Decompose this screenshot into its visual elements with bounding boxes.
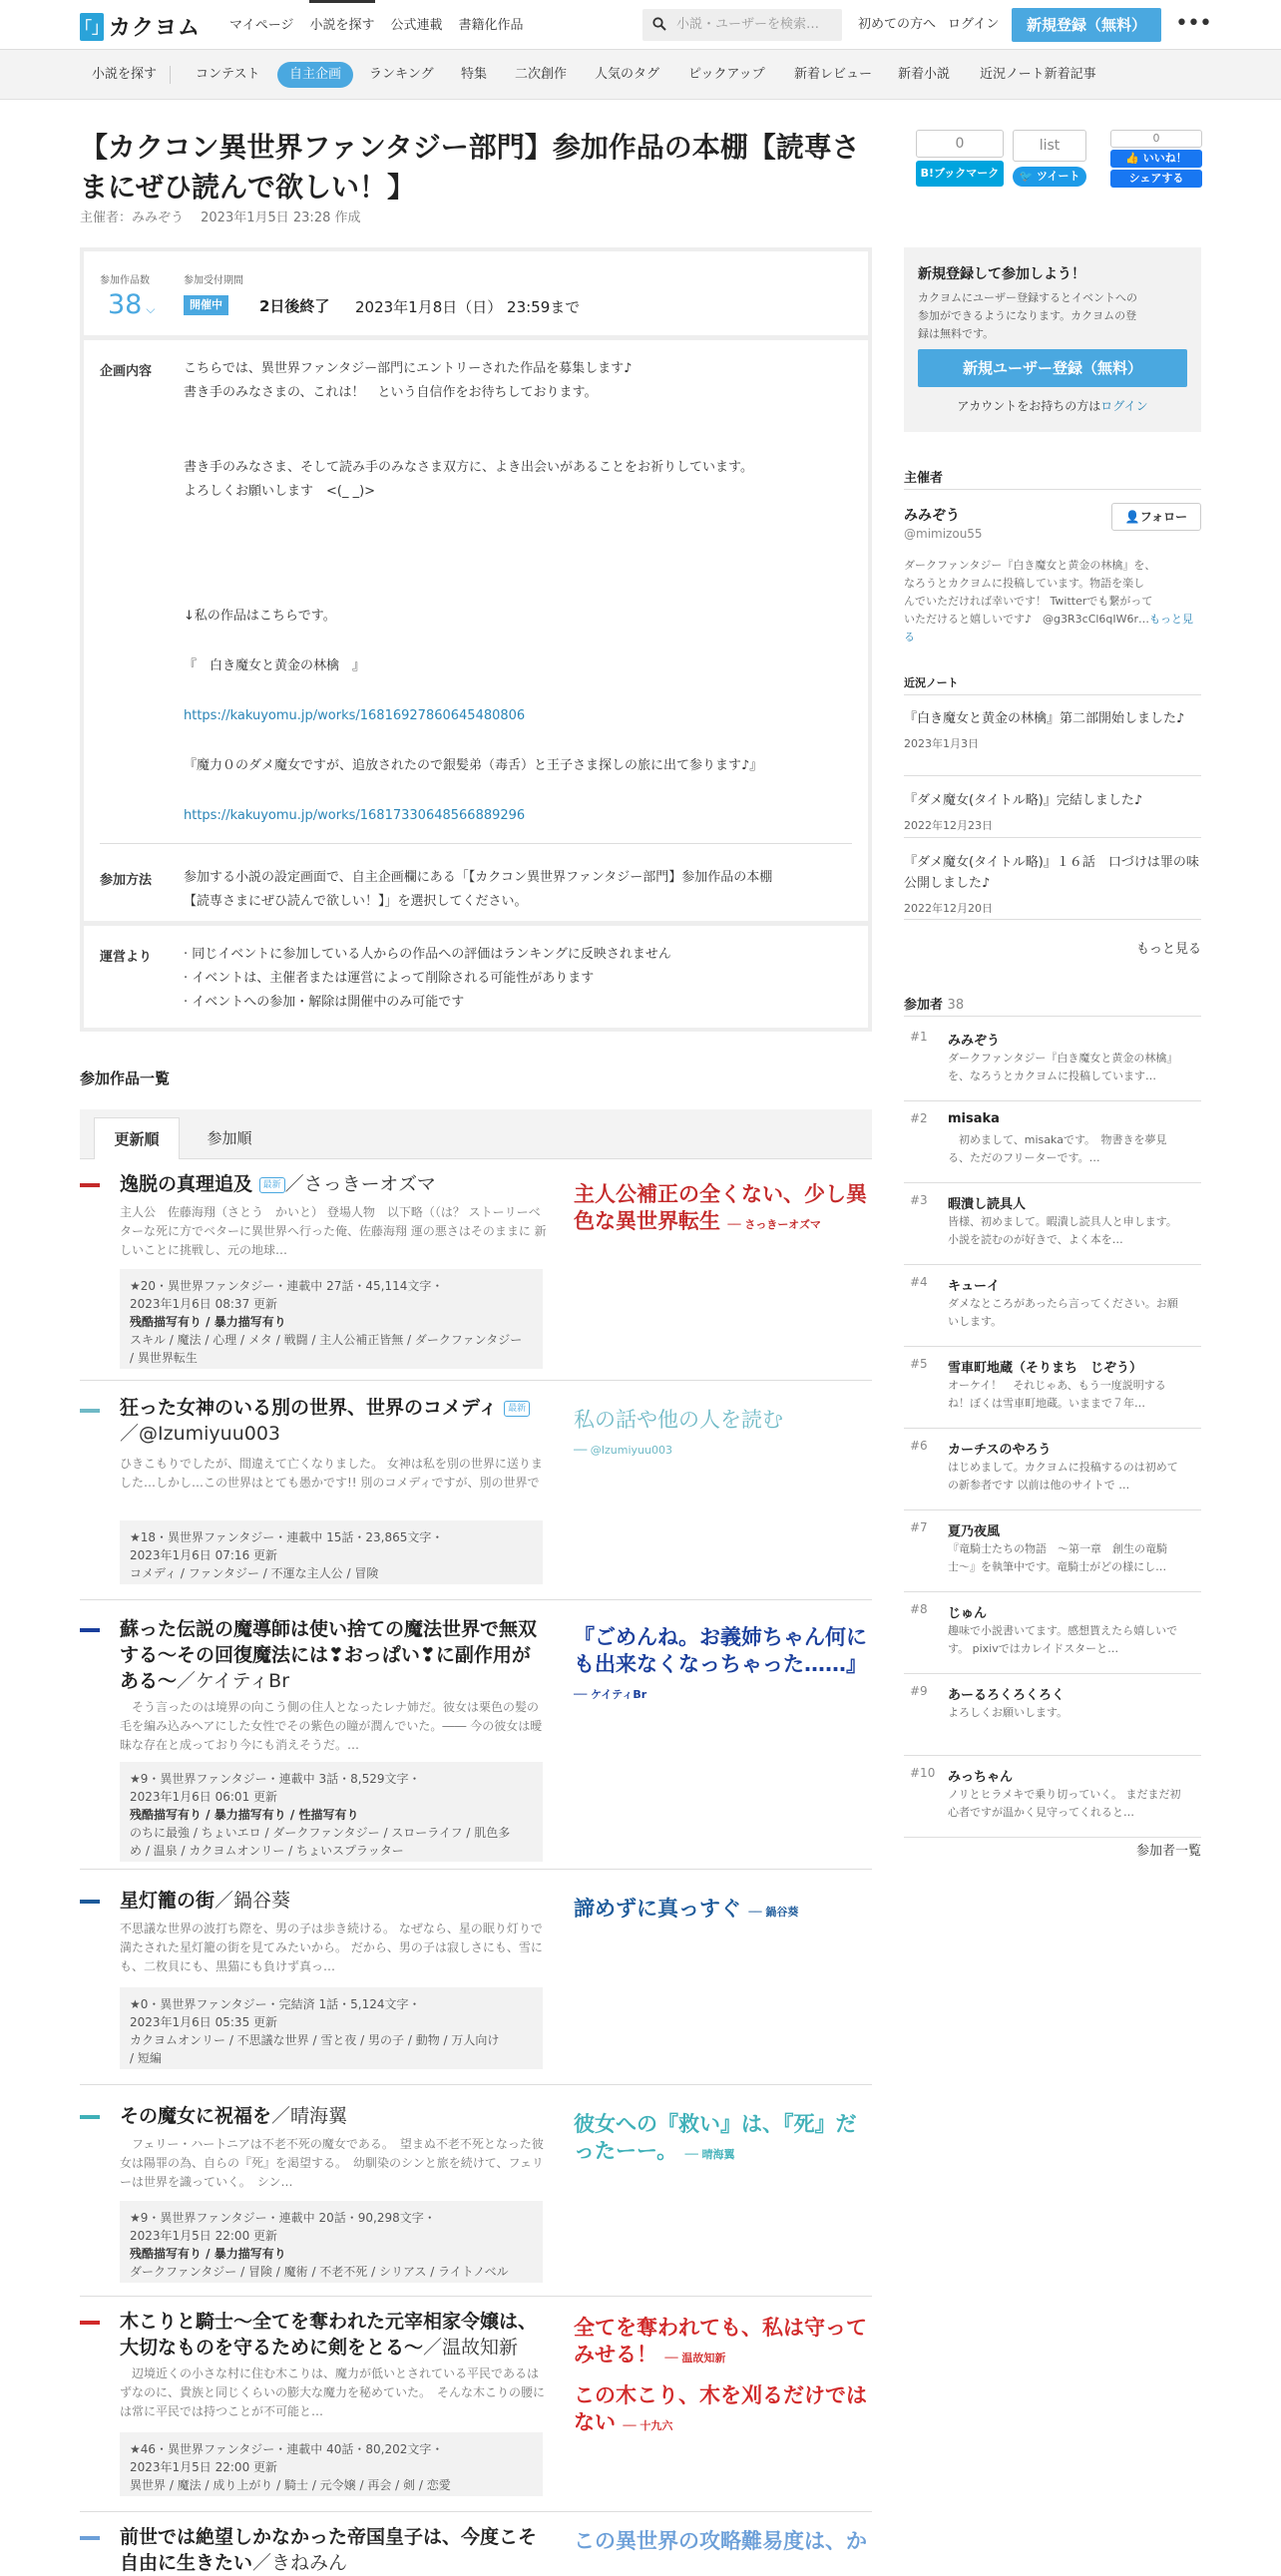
participant-description: 趣味で小説書いてます。感想貰えたら嬉しいで す。 pixivではカレイドスターと…	[948, 1624, 1178, 1655]
work-author[interactable]: ／晴海翼	[271, 2105, 348, 2127]
hatena-bookmark[interactable]	[916, 130, 1004, 187]
nav-search-novels[interactable]: 小説を探す	[309, 0, 374, 50]
content-warning: 残酷描写有り / 暴力描写有り	[130, 1315, 286, 1329]
logo-bracket-icon: 「」	[80, 13, 104, 41]
work-tags: 異世界 / 魔法 / 成り上がり / 騎士 / 元令嬢 / 再会 / 剣 / 恋愛	[130, 2478, 451, 2492]
participant-description: ノリとヒラメキで乗り切っていく。 まだまだ初 心者ですが温かく見守ってくれると…	[948, 1788, 1181, 1819]
participant-description: オーケイ！ それじゃあ、もう一度説明する ね！ぼくは雪車町地蔵。いままで７年…	[948, 1379, 1166, 1410]
work-info: ★20・異世界ファンタジー・連載中 27話・45,114文字・ 2023年1月6日 08:37 更新 残酷描写有り / 暴力描写有り スキル / 魔法 / 心理 / メタ / 戦闘 / 主人公補正皆無 / ダークファンタジー / 異世界転生	[120, 1269, 543, 1369]
participant-item[interactable]	[904, 1357, 1201, 1429]
notes-item: · 同じイベントに参加している人からの作品への評価はランキングに反映されません	[184, 947, 671, 962]
like-count: 0	[1110, 130, 1202, 148]
works-heading: 参加作品一覧	[80, 1070, 171, 1087]
divider	[904, 694, 1201, 695]
participant-item[interactable]	[904, 1520, 1201, 1592]
global-header	[0, 0, 1281, 50]
work-color-bar	[80, 1628, 100, 1632]
work-title[interactable]: 木こりと騎士〜全てを奪われた元宰相家令嬢は、大切なものを守るために剣をとる〜／温故知新	[120, 2311, 538, 2359]
work-info: ★46・異世界ファンタジー・連載中 40話・80,202文字・ 2023年1月5日 22:00 更新 異世界 / 魔法 / 成り上がり / 騎士 / 元令嬢 / 再会 / 剣 / 恋愛	[120, 2432, 543, 2496]
fb-share-button[interactable]: シェアする	[1110, 170, 1202, 188]
nav-books[interactable]: 書籍化作品	[458, 18, 524, 33]
participant-description: ダークファンタジー『白き魔女と黄金の林檎』 を、なろうとカクヨムに投稿しています…	[948, 1052, 1178, 1082]
subnav-new-novels[interactable]: 新着小説	[898, 67, 951, 82]
participant-rank: #3	[910, 1193, 928, 1207]
work-info: ★9・異世界ファンタジー・連載中 3話・8,529文字・ 2023年1月6日 06:01 更新 残酷描写有り / 暴力描写有り / 性描写有り のちに最強 / ちょいエロ / ダークファンタジー / スローライフ / 肌色多 め / 温泉 / カクヨムオンリー / ちょいスプラッター	[120, 1762, 543, 1862]
signup-button[interactable]: 新規ユーザー登録（無料）	[918, 349, 1187, 387]
participant-item[interactable]	[904, 1439, 1201, 1510]
sidebar-login-link[interactable]: ログイン	[1100, 399, 1148, 413]
work-info: ★9・異世界ファンタジー・連載中 20話・90,298文字・ 2023年1月5日 22:00 更新 残酷描写有り / 暴力描写有り ダークファンタジー / 冒険 / 魔術 / 不老不死 / シリアス / ライトノベル	[120, 2201, 543, 2283]
participant-item[interactable]	[904, 1193, 1201, 1265]
participant-description: 皆様、初めまして。暇潰し読具人と申します。 小説を読むのが好きで、よく本を…	[948, 1215, 1177, 1246]
nav-official[interactable]: 公式連載	[390, 18, 443, 33]
register-button[interactable]: 新規登録（無料）	[1012, 8, 1161, 42]
tweet-label: ツイート	[1037, 170, 1080, 183]
notes-more-link[interactable]: もっと見る	[1135, 942, 1201, 957]
notes-item: · イベントへの参加・解除は開催中のみ可能です	[184, 995, 465, 1010]
participant-name[interactable]: みっちゃん	[948, 1770, 1014, 1785]
work-info: ★0・異世界ファンタジー・完結済 1話・5,124文字・ 2023年1月6日 05:35 更新 カクヨムオンリー / 不思議な世界 / 雪と夜 / 男の子 / 動物 / 万人向け / 短編	[120, 1987, 543, 2069]
participant-item[interactable]	[904, 1602, 1201, 1674]
work-tags: カクヨムオンリー / 不思議な世界 / 雪と夜 / 男の子 / 動物 / 万人向け	[130, 2033, 500, 2047]
participant-name[interactable]: じゅん	[948, 1606, 988, 1621]
event-summary	[80, 247, 872, 339]
participant-name[interactable]: 雪車町地蔵（そりまち じぞう）	[948, 1361, 1143, 1376]
tweet-button[interactable]: 🐦 ツイート	[1013, 167, 1086, 187]
participant-item[interactable]	[904, 1030, 1201, 1101]
content-line: ↓私の作品はこちらです。	[184, 609, 336, 624]
participant-name[interactable]: misaka	[948, 1111, 1000, 1126]
follow-button[interactable]: 👤フォロー	[1111, 503, 1201, 531]
list-button[interactable]: list	[1013, 130, 1086, 162]
work-author[interactable]: ／鍋谷葵	[214, 1890, 291, 1912]
notes-heading: 近況ノート	[904, 676, 959, 689]
kakuyomu-logo[interactable]	[76, 11, 202, 42]
subnav-fanfic[interactable]: 二次創作	[515, 67, 568, 82]
method-text: 参加する小説の設定画面で、自主企画欄にある「【カクコン異世界ファンタジー部門】参加作品の本棚	[184, 870, 773, 885]
participant-description: 初めまして、misakaです。 物書きを夢見 る、ただのフリーターです。…	[948, 1133, 1167, 1164]
work-title[interactable]: 蘇った伝説の魔導師は使い捨ての魔法世界で無双する〜その回復魔法には❣おっぱい❣に副作用がある〜／ケイティBr	[120, 1618, 538, 1692]
login-link[interactable]: ログイン	[948, 17, 1000, 32]
subnav-divider	[170, 66, 171, 84]
header-nav	[229, 0, 540, 50]
work-description: フェリー・ハートニアは不老不死の魔女である。 望まぬ不老不死となった彼女は陽罪の為、自らの『死』を渇望する。 幼馴染のシンと旅を続けて、フェリーは世界を識っていく。 シン…	[120, 2137, 544, 2189]
content-line: 『 白き魔女と黄金の林檎 』	[184, 658, 366, 673]
entry-count[interactable]	[108, 289, 155, 320]
work-tags: ダークファンタジー / 冒険 / 魔術 / 不老不死 / シリアス / ライトノベル	[130, 2265, 509, 2279]
deadline: 2023年1月8日（日） 23:59まで	[355, 298, 581, 316]
participant-name[interactable]: キューイ	[948, 1279, 1001, 1294]
notes-label: 運営より	[100, 950, 153, 965]
work-color-bar	[80, 1183, 100, 1187]
new-badge: 最新	[504, 1401, 530, 1417]
like-button[interactable]: 👍 いいね！	[1110, 150, 1202, 168]
signup-text: カクヨムにユーザー登録するとイベントへの 参加ができるようになります。カクヨムの登 録は無料です。	[918, 291, 1137, 340]
work-catchphrase[interactable]: 諦めずに真っすぐ ── 鍋谷葵	[574, 1897, 799, 1921]
period-label: 参加受付期間	[184, 275, 243, 286]
work-description: 不思議な世界の波打ち際を、男の子は歩き続ける。 なぜなら、星の眠り灯りで満たされた星灯籠の街を見てみたいから。 だから、男の子は寂しさにも、雪にも、二枚貝にも、黒猫にも負けず真っ…	[120, 1922, 543, 1973]
work-title[interactable]: その魔女に祝福を／晴海翼	[120, 2105, 348, 2127]
participants-more-link[interactable]: 参加者一覧	[1135, 1844, 1201, 1859]
count-label: 参加作品数	[100, 275, 150, 286]
nav-mypage[interactable]: マイページ	[229, 18, 294, 33]
signup-promo	[904, 247, 1201, 432]
work-card[interactable]	[80, 1870, 872, 2085]
work-description: 主人公 佐藤海翔（さとう かいと） 登場人物 以下略（（は？ ストーリーベターな死に方でベターに異世界へ行った俺、佐藤海翔 運の悪さはそのままに 新しいことに挑戦し、元の地球…	[120, 1205, 547, 1257]
participant-name[interactable]: みみぞう	[948, 1034, 1001, 1049]
participant-item[interactable]	[904, 1111, 1201, 1183]
work-title[interactable]: 星灯籠の街／鍋谷葵	[120, 1890, 291, 1912]
work-description: ひきこもりでしたが、間違えて亡くなりました。 女神は私を別の世界に送りました…しかし…この世界はとても愚かです!! 別のコメディですが、別の世界で	[120, 1457, 543, 1490]
participant-name[interactable]: 夏乃夜風	[948, 1524, 1001, 1539]
work-title[interactable]: 前世では絶望しかなかった帝国皇子は、今度こそ自由に生きたい／きねみん	[120, 2526, 538, 2574]
participant-name[interactable]: カーチスのやろう	[948, 1443, 1052, 1458]
content-line: こちらでは、異世界ファンタジー部門にエントリーされた作品を募集します♪	[184, 361, 633, 376]
content-line: 書き手のみなさま、そして読み手のみなさま双方に、よき出会いがあることをお祈りしています。	[184, 460, 753, 475]
divider	[904, 489, 1201, 490]
work-catchphrase[interactable]: 『ごめんね。お義姉ちゃん何にも出来なくなっちゃった……』 ── ケイティBr	[574, 1625, 867, 1701]
work-color-bar	[80, 2115, 100, 2119]
work-color-bar	[80, 1900, 100, 1904]
content-label: 企画内容	[100, 364, 153, 379]
chevron-down-icon: ⌵	[146, 302, 156, 316]
like-label: いいね！	[1142, 152, 1187, 165]
tab-updated[interactable]: 更新順	[94, 1117, 180, 1159]
host-more-link[interactable]: もっと見る	[904, 613, 1194, 644]
search-icon	[652, 17, 666, 31]
participant-item[interactable]	[904, 1766, 1201, 1838]
participant-rank: #6	[910, 1439, 928, 1453]
search-input[interactable]	[642, 9, 842, 41]
event-meta: 主催者：みみぞう 2023年1月5日 23:28 作成	[80, 211, 361, 225]
work-color-bar	[80, 2321, 100, 2325]
status-badge: 開催中	[184, 295, 228, 315]
subnav-feature[interactable]: 特集	[461, 67, 488, 82]
tab-joined[interactable]: 参加順	[207, 1129, 252, 1147]
participant-rank: #2	[910, 1111, 928, 1125]
divider	[100, 843, 852, 844]
host-description: ダークファンタジー『白き魔女と黄金の林檎』を、 なろうとカクヨムに投稿しています。物語を楽し んでいただければ幸いです！ Twitterでも繋がって いただけると嬉しいです♪ @g3R3cCl6qIW6r…もっと見る	[904, 559, 1194, 644]
work-author[interactable]: ／さっきーオズマ	[284, 1173, 436, 1195]
participant-rank: #9	[910, 1684, 928, 1698]
content-line: 『魔力０のダメ魔女ですが、追放されたので銀髪弟（毒舌）と王子さま探しの旅に出て参ります♪』	[184, 758, 763, 773]
sub-nav	[0, 50, 1281, 100]
participant-rank: #5	[910, 1357, 928, 1371]
new-badge: 最新	[259, 1177, 285, 1193]
subnav-ranking[interactable]: ランキング	[369, 67, 434, 82]
subnav-contest[interactable]: コンテスト	[196, 67, 260, 82]
work-catchphrase[interactable]: 主人公補正の全くない、少し異色な異世界転生 ── さっきーオズマ	[574, 1182, 867, 1233]
method-label: 参加方法	[100, 873, 153, 888]
subnav-pickup[interactable]: ピックアップ	[688, 67, 765, 82]
participant-description: 『竜騎士たちの物語 〜第一章 創生の竜騎 士〜』を執筆中です。竜騎士がどの様にし…	[948, 1542, 1167, 1573]
work-tags: のちに最強 / ちょいエロ / ダークファンタジー / スローライフ / 肌色多	[130, 1826, 511, 1840]
subnav-jishukikaku[interactable]: 自主企画	[277, 62, 353, 88]
user-plus-icon: 👤	[1124, 510, 1140, 524]
participant-rank: #10	[910, 1766, 936, 1780]
divider	[904, 1016, 1201, 1017]
bookmark-count: 0	[916, 130, 1004, 158]
participant-description: よろしくお願いします。	[948, 1706, 1068, 1719]
work-tags: / 異世界転生	[130, 1351, 198, 1365]
work-link[interactable]: https://kakuyomu.jp/works/16817330648566889296	[184, 808, 526, 823]
work-catchphrase[interactable]: 私の話や他の人を読む ── @Izumiyuu003	[574, 1408, 783, 1457]
host-heading: 主催者	[904, 471, 944, 486]
logo-text: カクヨム	[109, 16, 202, 41]
participant-rank: #7	[910, 1520, 928, 1534]
entry-count-value: 38	[108, 289, 143, 320]
host-name[interactable]: みみぞう	[904, 508, 960, 524]
work-author[interactable]: ／きねみん	[252, 2552, 348, 2574]
participant-description: はじめまして。カクヨムに投稿するのは初めて の新参者です 以前は他のサイトで …	[948, 1461, 1178, 1492]
work-card[interactable]	[80, 1159, 872, 1381]
work-title[interactable]: 逸脱の真理追及 最新 ／さっきーオズマ	[120, 1173, 436, 1195]
event-details	[80, 336, 872, 925]
host-id: @mimizou55	[904, 527, 983, 541]
works-tabs	[80, 1109, 872, 1159]
work-card[interactable]	[80, 1600, 872, 1870]
work-catchphrase[interactable]: この異世界の攻略難易度は、か	[574, 2529, 867, 2553]
work-catchphrase[interactable]: この木こり、木を刈るだけではない ── 十九六	[574, 2383, 867, 2434]
participant-rank: #1	[910, 1030, 928, 1044]
participants-heading: 参加者 38	[904, 998, 965, 1013]
work-color-bar	[80, 1409, 100, 1413]
subnav-tags[interactable]: 人気のタグ	[595, 67, 660, 82]
event-title: 【カクコン異世界ファンタジー部門】参加作品の本棚【読専さまにぜひ読んで欲しい！】	[80, 131, 860, 204]
work-catchphrase[interactable]: 全てを奪われても、私は守ってみせる！ ── 温故知新	[574, 2316, 867, 2366]
search-placeholder: 小説・ユーザーを検索…	[676, 17, 820, 32]
participant-description: ダメなところがあったら言ってください。お願 いします。	[948, 1297, 1178, 1328]
work-link[interactable]: https://kakuyomu.jp/works/16816927860645480806	[184, 708, 526, 723]
work-tags: / 短編	[130, 2051, 162, 2065]
work-author[interactable]: ／@Izumiyuu003	[120, 1423, 280, 1445]
signup-title: 新規登録して参加しよう！	[918, 266, 1085, 282]
notes-item: · イベントは、主催者または運営によって削除される可能性があります	[184, 971, 595, 986]
remaining-time: 2日後終了	[259, 297, 330, 315]
participant-item[interactable]	[904, 1684, 1201, 1756]
participant-name[interactable]: あーるろくろくろく	[948, 1688, 1066, 1703]
content-warning: 残酷描写有り / 暴力描写有り	[130, 2247, 286, 2261]
facebook-share[interactable]	[1110, 130, 1202, 188]
note-item[interactable]: 『白き魔女と黄金の林檎』第二部開始しました♪ 2023年1月3日	[904, 708, 1201, 776]
participant-name[interactable]: 暇潰し読具人	[948, 1197, 1027, 1212]
work-catchphrase[interactable]: 彼女への『救い』は、『死』だったーー。 ── 晴海翼	[574, 2112, 857, 2163]
subnav-search[interactable]: 小説を探す	[92, 67, 158, 82]
subnav-notes[interactable]: 近況ノート新着記事	[980, 67, 1096, 82]
work-color-bar	[80, 2536, 100, 2540]
content-line: よろしくお願いします <(_ _)>	[184, 484, 376, 499]
login-prompt: アカウントをお持ちの方はログイン	[957, 399, 1148, 413]
more-menu-icon[interactable]: •••	[1175, 11, 1211, 36]
work-card[interactable]	[80, 2297, 872, 2512]
work-tags: め / 温泉 / カクヨムオンリー / ちょいスプラッター	[130, 1844, 404, 1858]
work-card[interactable]	[80, 2512, 872, 2574]
note-item[interactable]: 『ダメ魔女(タイトル略)』完結しました♪ 2022年12月23日	[904, 790, 1201, 838]
work-author[interactable]: ／温故知新	[423, 2337, 519, 2359]
work-info: ★18・異世界ファンタジー・連載中 15話・23,865文字・ 2023年1月6日 07:16 更新 コメディ / ファンタジー / 不運な主人公 / 冒険	[120, 1520, 543, 1584]
first-time-link[interactable]: 初めての方へ	[858, 17, 937, 32]
content-line: 書き手のみなさまの、これは！ という自信作をお待ちしております。	[184, 385, 598, 400]
participant-rank: #4	[910, 1275, 928, 1289]
participants-count: 38	[947, 998, 965, 1013]
bookmark-button[interactable]: B!ブックマーク	[916, 161, 1004, 187]
content-warning: 残酷描写有り / 暴力描写有り / 性描写有り	[130, 1808, 359, 1822]
work-title[interactable]: 狂った女神のいる別の世界、世界のコメディ 最新 ／@Izumiyuu003	[120, 1395, 549, 1447]
work-tags: スキル / 魔法 / 心理 / メタ / 戦闘 / 主人公補正皆無 / ダークファンタジー	[130, 1333, 523, 1347]
work-description: 辺境近くの小さな村に住む木こりは、魔力が低いとされている平民であるはずなのに、貴族と同じくらいの膨大な魔力を秘めていた。 そんな木こりの腰には常に平民では持つことが不可能と…	[120, 2366, 546, 2418]
method-text: 【読専さまにぜひ読んで欲しい！】」を選択してください。	[184, 894, 528, 909]
note-item[interactable]: 『ダメ魔女(タイトル略)』１６話 口づけは罪の味 公開しました♪ 2022年12月20日	[904, 852, 1201, 920]
tweet-share[interactable]	[1013, 130, 1086, 187]
operator-notes	[80, 922, 872, 1032]
participant-item[interactable]	[904, 1275, 1201, 1347]
work-description: そう言ったのは境界の向こう側の住人となったレナ姉だ。彼女は栗色の髪の毛を編み込みヘアにした女性でその紫色の瞳が潤んでいた。―― 今の彼女は曖昧な存在と成っており今にも消えそうだ。…	[120, 1700, 543, 1752]
work-author[interactable]: ／ケイティBr	[177, 1670, 290, 1692]
work-card[interactable]	[80, 1381, 872, 1600]
work-card[interactable]	[80, 2085, 872, 2297]
work-tags: コメディ / ファンタジー / 不運な主人公 / 冒険	[130, 1566, 379, 1580]
participant-rank: #8	[910, 1602, 928, 1616]
subnav-reviews[interactable]: 新着レビュー	[794, 67, 873, 82]
